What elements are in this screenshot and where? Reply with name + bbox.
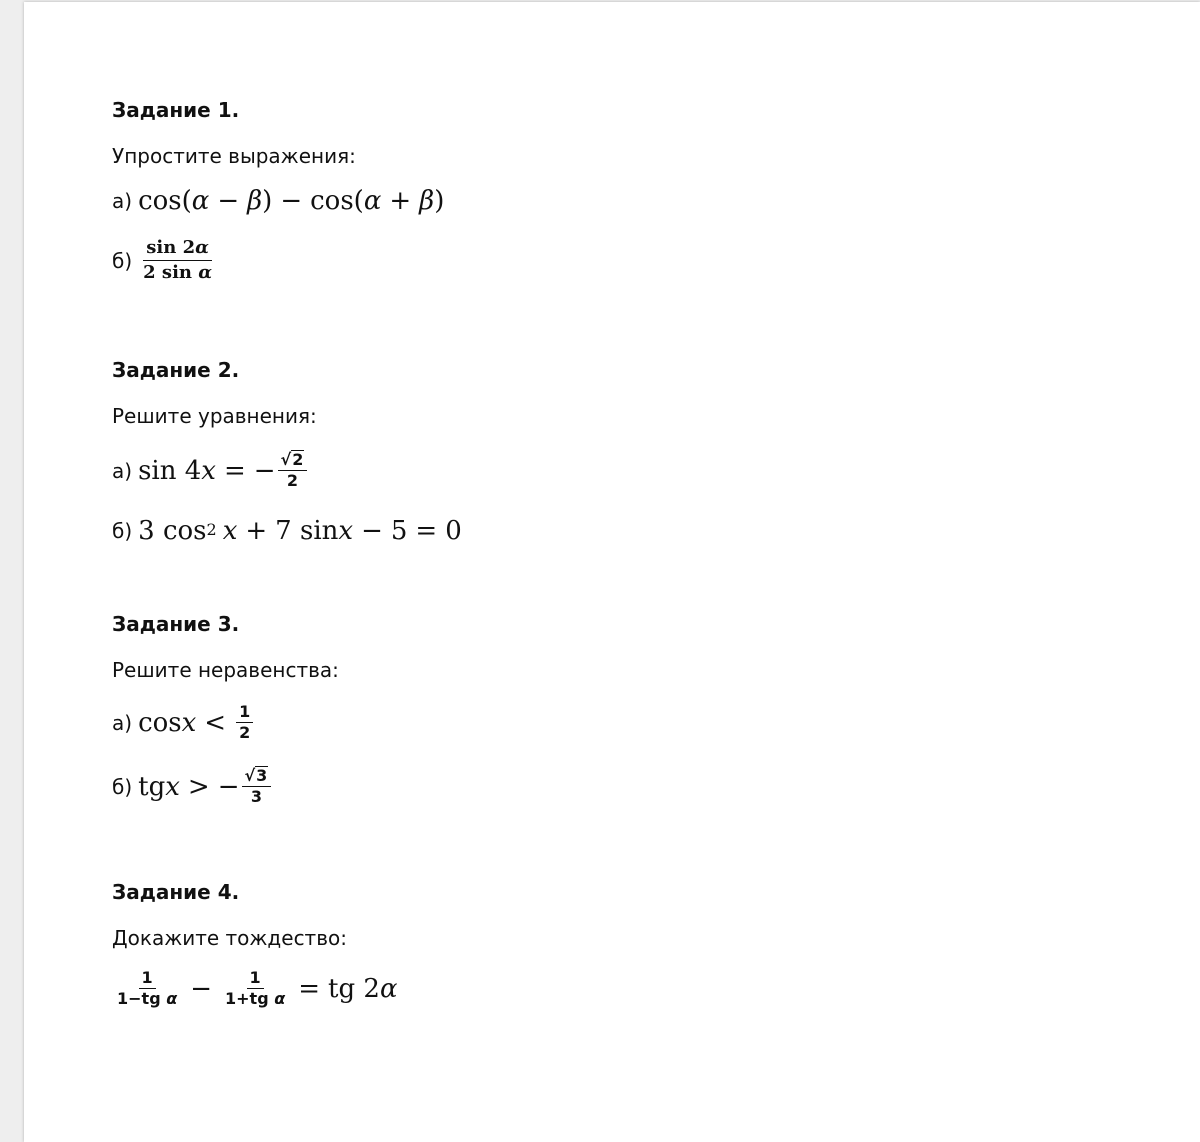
task-3-item-a xyxy=(112,702,255,743)
item-label: а) xyxy=(112,710,133,735)
item-label: б) xyxy=(112,248,133,273)
formula-identity: $\frac{1}{\text{1−tg α}}$ − $\frac{1}{\text{1+tg α}}$ = tg 2 α xyxy=(117,968,398,1008)
task-4-title: Задание 4. xyxy=(112,880,240,904)
item-label: б) xyxy=(112,519,133,543)
formula-quadratic-trig: 3 cos $^2$ x + 7 sin x − 5 = 0 xyxy=(138,516,462,546)
task-3-instruction: Решите неравенства: xyxy=(112,658,339,682)
task-4-item xyxy=(112,968,398,1009)
task-1-item-a xyxy=(112,186,444,216)
task-1-title: Задание 1. xyxy=(112,98,240,122)
task-2-instruction: Решите уравнения: xyxy=(112,404,317,428)
task-1-instruction: Упростите выражения: xyxy=(112,144,356,168)
formula-cos-difference: cos( α − β ) − cos( α + β ) xyxy=(138,186,445,216)
task-2-title: Задание 2. xyxy=(112,358,240,382)
document-page xyxy=(24,2,1200,1142)
task-4-instruction: Докажите тождество: xyxy=(112,926,347,950)
item-label: а) xyxy=(112,458,133,483)
formula-sin-equation: sin 4 x = − √ 2 2 xyxy=(138,450,309,491)
task-2-item-b xyxy=(112,516,462,546)
formula-cos-inequality: cos x < $\frac{1}{2}$ xyxy=(138,702,255,743)
formula-tg-inequality: tg x > − √ 3 3 xyxy=(138,766,273,807)
task-3-title: Задание 3. xyxy=(112,612,240,636)
formula-sin-ratio: $\frac{\sin 2\alpha}{\text{2 sin α}}$ xyxy=(143,237,213,283)
item-label: а) xyxy=(112,189,133,213)
task-2-item-a xyxy=(112,450,309,491)
task-3-item-b xyxy=(112,766,273,807)
item-label: б) xyxy=(112,774,133,799)
task-1-item-b xyxy=(112,236,217,285)
